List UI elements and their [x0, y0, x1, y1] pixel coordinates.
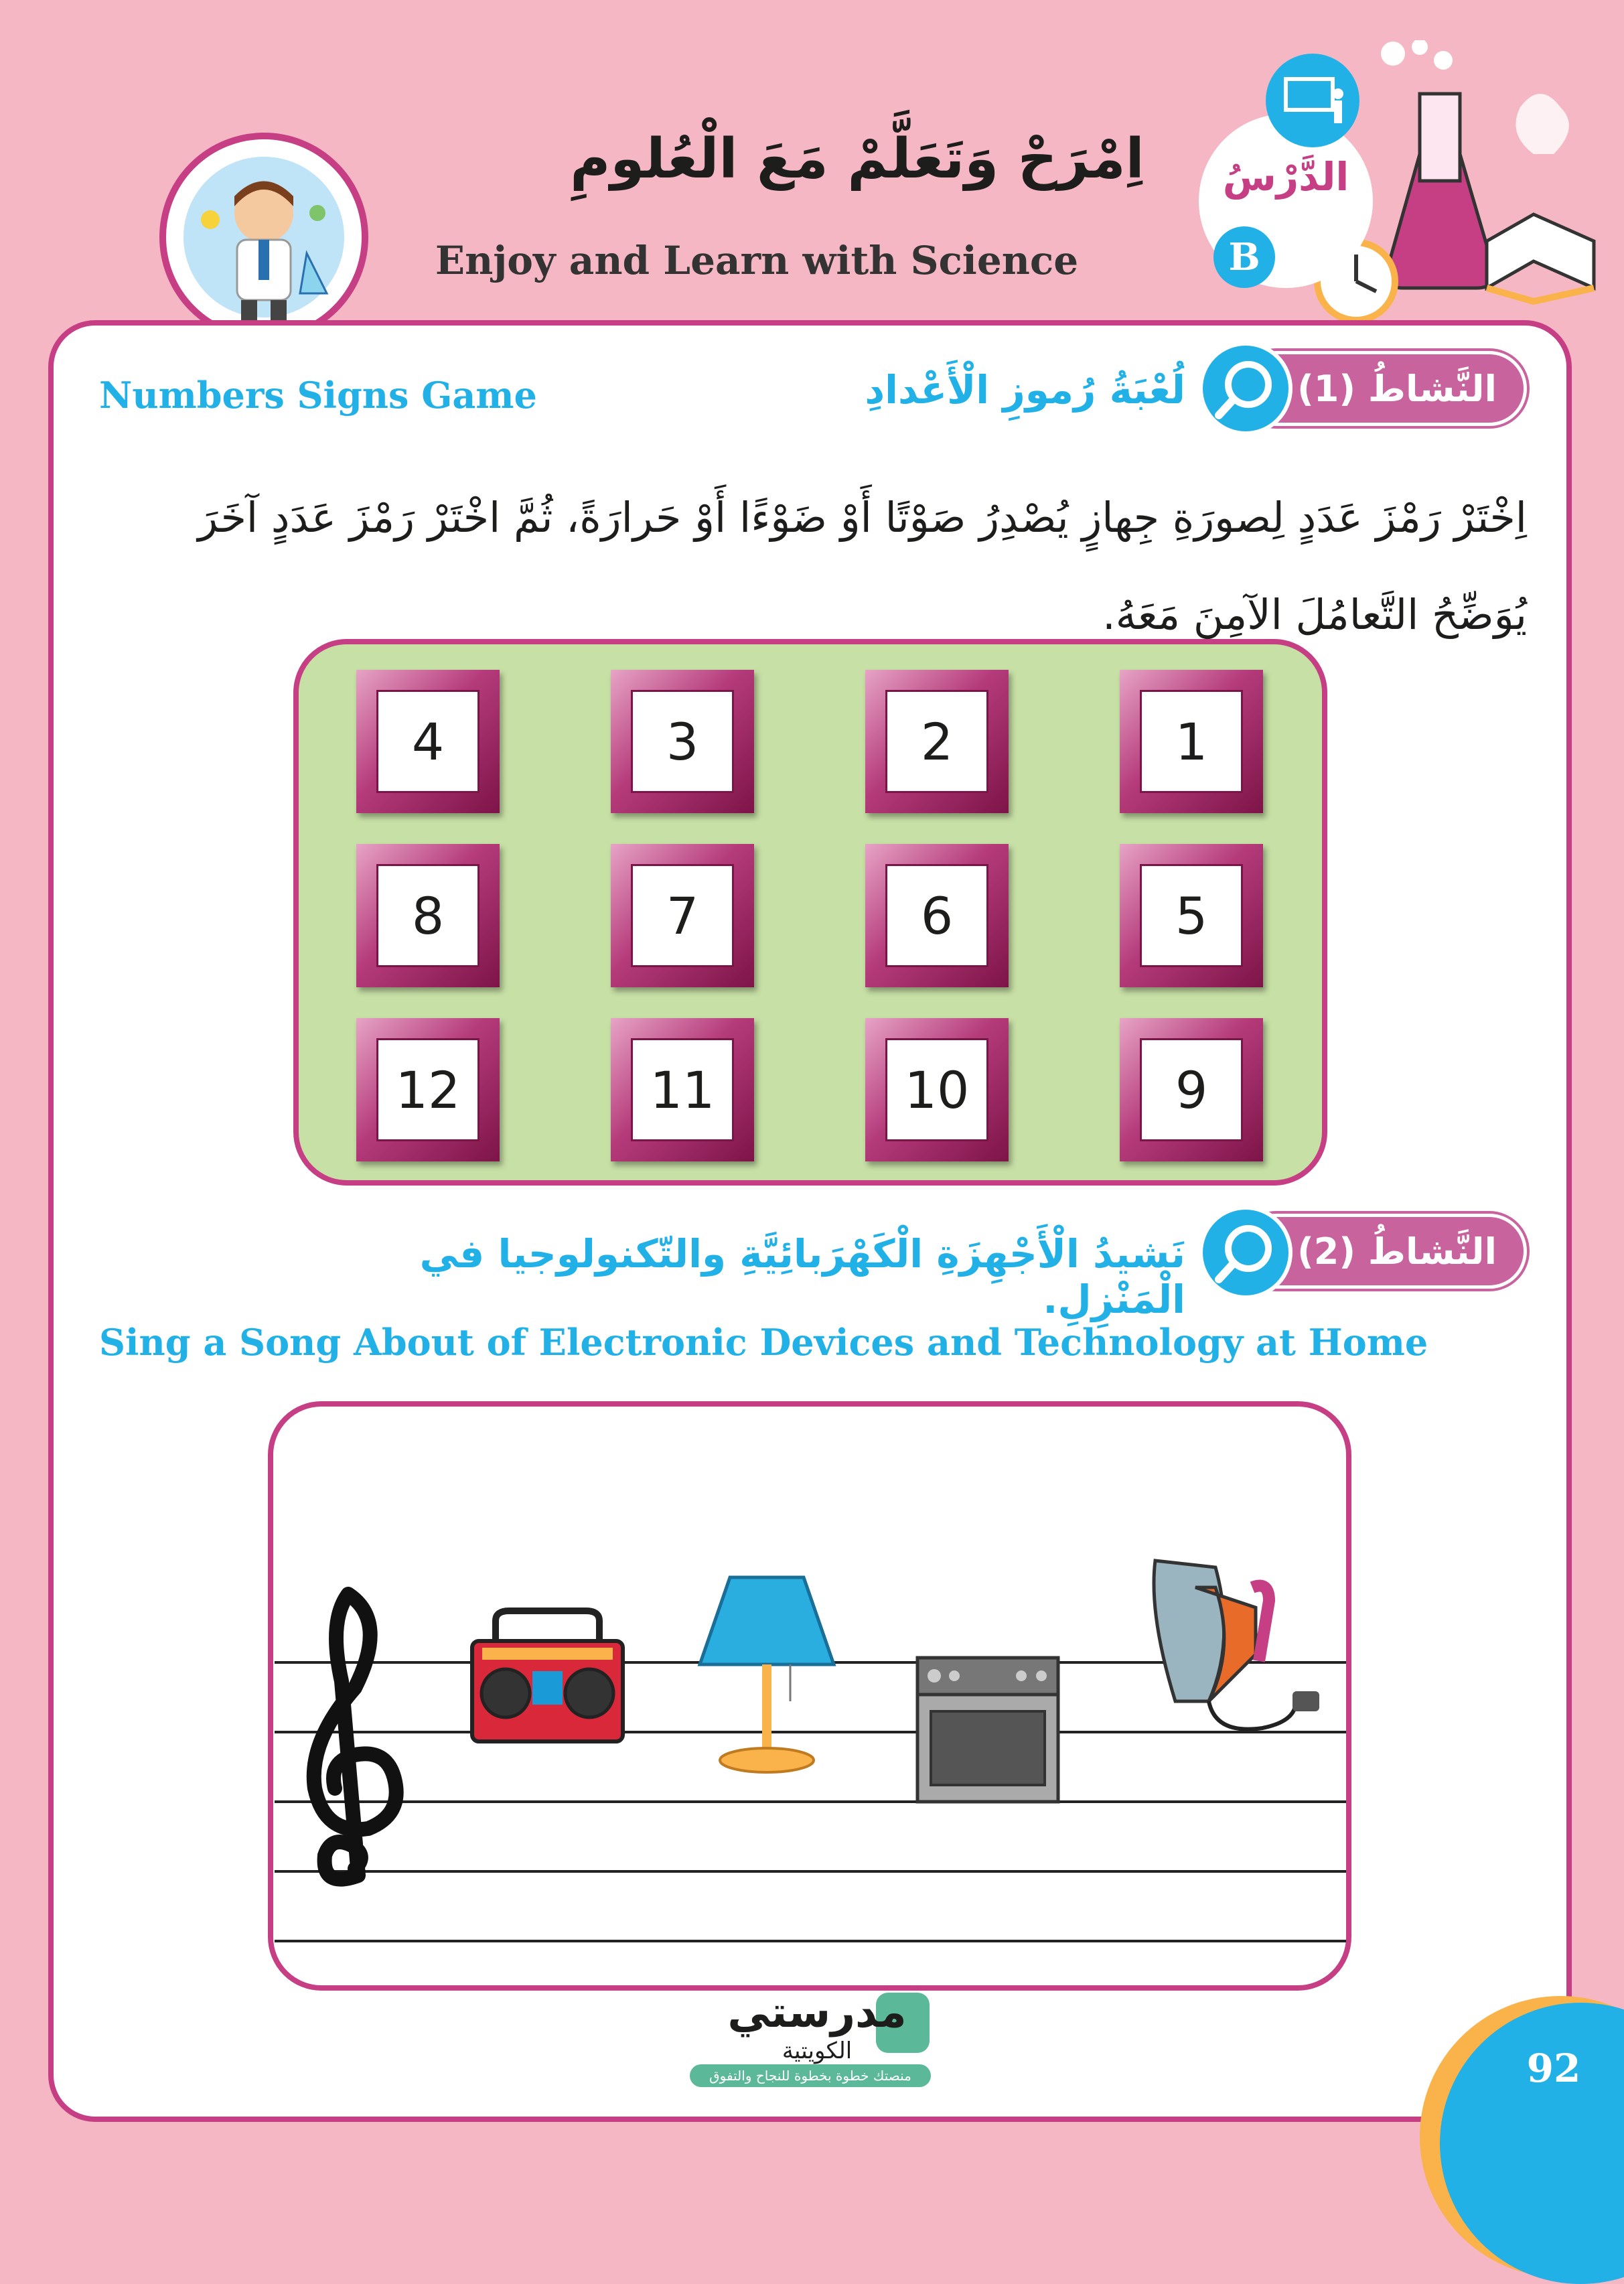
radio-icon — [469, 1608, 626, 1748]
number-tile[interactable]: 6 — [865, 844, 1009, 987]
number-tile[interactable]: 4 — [356, 670, 500, 813]
staff-line — [275, 1800, 1346, 1803]
stove-icon — [914, 1654, 1061, 1808]
number-tile[interactable]: 1 — [1120, 670, 1263, 813]
activity2-title-english: Sing a Song About of Electronic Devices and Technology at Home — [99, 1321, 1428, 1364]
flask-book-illustration-icon — [1380, 40, 1607, 322]
activity1-title-arabic: لُعْبَةُ رُموزِ الْأَعْدادِ — [865, 367, 1185, 413]
activity1-title-english: Numbers Signs Game — [99, 374, 537, 417]
staff-line — [275, 1940, 1346, 1942]
page-title-english: Enjoy and Learn with Science — [435, 238, 1079, 283]
lesson-letter-badge: B — [1213, 226, 1275, 288]
activity1-label: النَّشاطُ (1) — [1297, 367, 1497, 410]
number-tile[interactable]: 2 — [865, 670, 1009, 813]
iron-icon — [1142, 1547, 1336, 1741]
number-tile[interactable]: 9 — [1120, 1018, 1263, 1161]
page-title-arabic: اِمْرَحْ وَتَعَلَّمْ مَعَ الْعُلومِ — [570, 127, 1145, 191]
lesson-board-icon — [1266, 54, 1359, 147]
number-tile[interactable]: 8 — [356, 844, 500, 987]
number-tile[interactable]: 5 — [1120, 844, 1263, 987]
brand-tagline: منصتك خطوة بخطوة للنجاح والتفوق — [690, 2064, 931, 2087]
scientist-icon — [166, 139, 362, 335]
magnifier-icon — [1199, 342, 1293, 435]
number-tile[interactable]: 12 — [356, 1018, 500, 1161]
number-tile[interactable]: 7 — [611, 844, 754, 987]
activity1-instruction: اِخْتَرْ رَمْزَ عَدَدٍ لِصورَةِ جِهازٍ يُصْدِرُ صَوْتًا أَوْ ضَوْءًا أَوْ حَرارَةً، ثُمَّ اخْتَرْ رَمْزَ عَدَدٍ آخَرَ يُوَضِّحُ التَّعامُلَ الآمِنَ مَعَهُ. — [198, 493, 1527, 639]
number-tile[interactable]: 10 — [865, 1018, 1009, 1161]
staff-line — [275, 1870, 1346, 1873]
scientist-avatar — [159, 133, 368, 342]
activity2-title-arabic: نَشيدُ الْأَجْهِزَةِ الْكَهْرَبائِيَّةِ والتّكنولوجيا في الْمَنْزِلِ. — [419, 1231, 1185, 1322]
number-tile[interactable]: 3 — [611, 670, 754, 813]
number-grid — [293, 639, 1327, 1186]
number-tile[interactable]: 11 — [611, 1018, 754, 1161]
page-number: 92 — [1526, 2046, 1581, 2091]
brand-subtitle: الكويتية — [782, 2038, 853, 2064]
magnifier-icon — [1199, 1206, 1293, 1299]
lesson-label: الدَّرْسُ — [1222, 154, 1349, 200]
treble-clef-icon — [295, 1581, 409, 1902]
lamp-icon — [696, 1574, 837, 1775]
brand-name: مدرستي — [727, 1988, 907, 2038]
brand-block — [690, 1988, 944, 2064]
activity2-label: النَّشاطُ (2) — [1297, 1230, 1497, 1273]
